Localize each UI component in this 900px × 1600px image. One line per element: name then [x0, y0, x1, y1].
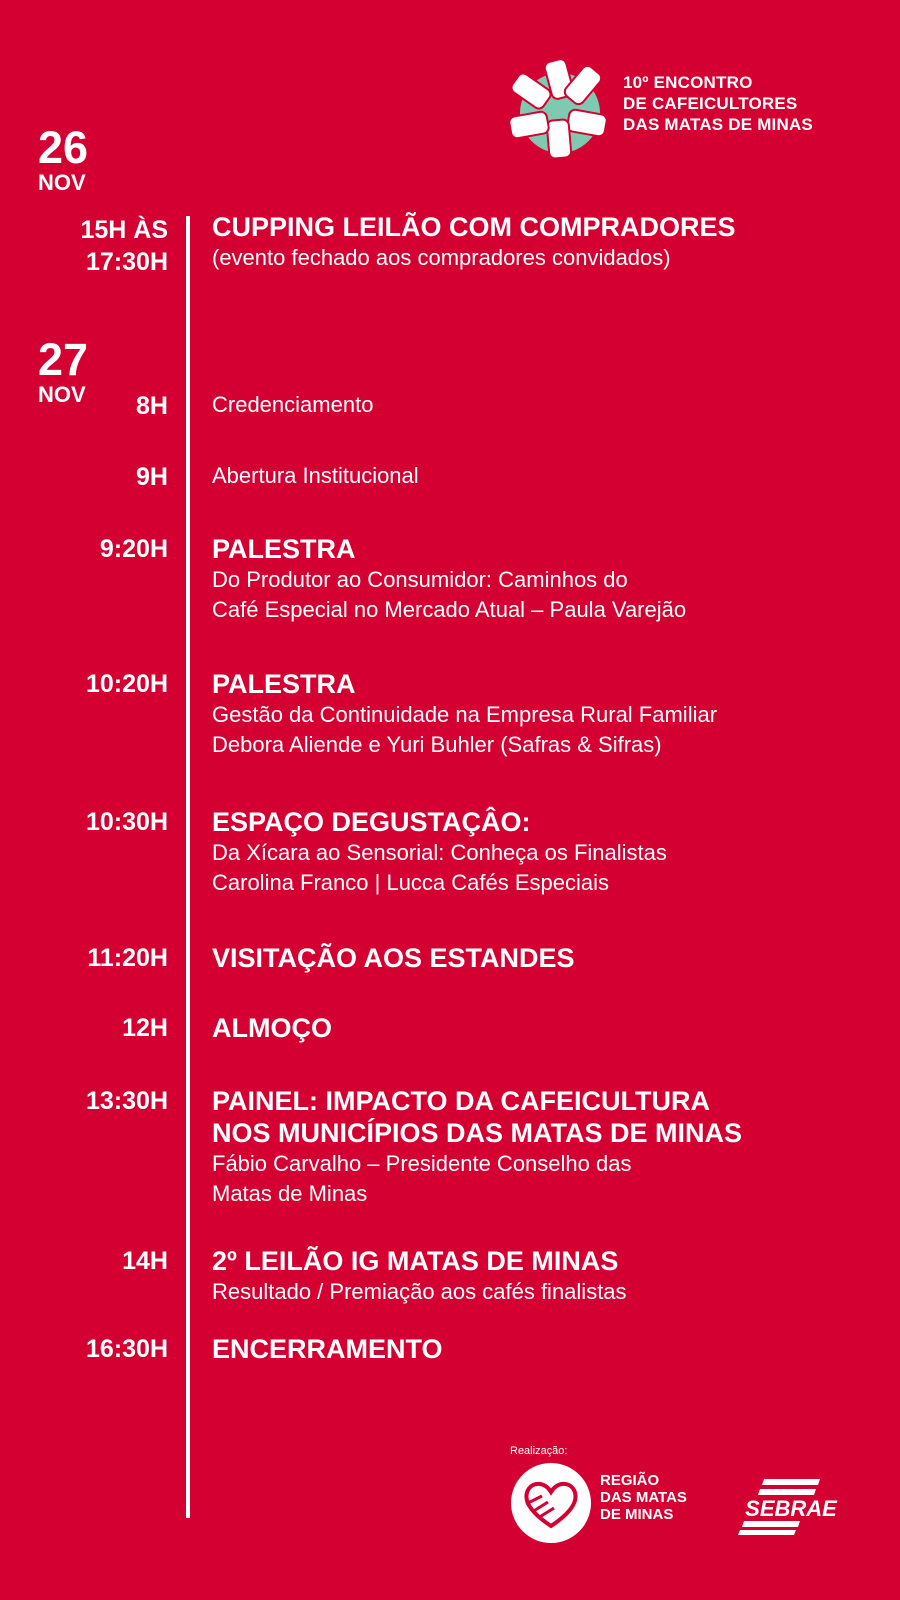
schedule-detail: Café Especial no Mercado Atual – Paula Varejão	[212, 597, 687, 622]
schedule-item-cupping	[212, 211, 862, 273]
schedule-item-abertura	[212, 461, 862, 491]
date-27-nov	[38, 334, 89, 407]
schedule-time: 16:30H	[86, 1335, 168, 1363]
schedule-detail: Do Produtor ao Consumidor: Caminhos do	[212, 567, 628, 592]
schedule-detail: Resultado / Premiação aos cafés finalistas	[212, 1279, 627, 1304]
heart-hands-logo-icon	[508, 1460, 594, 1546]
schedule-title: ESPAÇO DEGUSTAÇÂO:	[212, 807, 531, 837]
schedule-item-encerramento	[212, 1333, 862, 1365]
schedule-detail: Abertura Institucional	[212, 463, 419, 488]
schedule-time: 15H ÀS 17:30H	[80, 216, 168, 276]
schedule-time: 8H	[136, 392, 168, 420]
date-day: 27	[38, 334, 89, 385]
schedule-detail: Gestão da Continuidade na Empresa Rural Familiar	[212, 702, 718, 727]
schedule-title: CUPPING LEILÃO COM COMPRADORES	[212, 212, 736, 242]
schedule-title: VISITAÇÃO AOS ESTANDES	[212, 943, 575, 973]
schedule-item-credenciamento	[212, 390, 862, 420]
event-title-line-2: DE CAFEICULTORES	[623, 94, 798, 113]
schedule-time: 10:20H	[86, 670, 168, 698]
schedule-detail: Debora Aliende e Yuri Buhler (Safras & Sifras)	[212, 732, 662, 757]
event-title	[623, 72, 813, 135]
schedule-time: 10:30H	[86, 808, 168, 836]
schedule-detail: Fábio Carvalho – Presidente Conselho das	[212, 1151, 632, 1176]
schedule-title: PALESTRA	[212, 669, 356, 699]
schedule-item-leilao	[212, 1245, 862, 1307]
schedule-detail: Credenciamento	[212, 392, 374, 417]
schedule-time: 9:20H	[99, 535, 168, 563]
date-day: 26	[38, 122, 89, 173]
region-name: REGIÃO DAS MATAS DE MINAS	[600, 1472, 687, 1523]
schedule-detail: Carolina Franco | Lucca Cafés Especiais	[212, 870, 610, 895]
date-26-nov	[38, 122, 89, 195]
schedule-title: 2º LEILÃO IG MATAS DE MINAS	[212, 1246, 619, 1276]
sebrae-logo-icon	[734, 1475, 849, 1535]
schedule-time: 13:30H	[86, 1087, 168, 1115]
credit-label: Realização:	[510, 1445, 568, 1457]
schedule-detail: Matas de Minas	[212, 1181, 368, 1206]
schedule-title-line-2: NOS MUNICÍPIOS DAS MATAS DE MINAS	[212, 1118, 743, 1148]
schedule-time: 9H	[136, 463, 168, 491]
schedule-time: 14H	[122, 1247, 168, 1275]
region-logo	[508, 1460, 698, 1550]
sebrae-wordmark: SEBRAE	[745, 1496, 837, 1521]
schedule-time: 12H	[122, 1014, 168, 1042]
schedule-time: 11:20H	[87, 944, 168, 972]
date-month: NOV	[38, 170, 86, 195]
schedule-detail: Da Xícara ao Sensorial: Conheça os Finalistas	[212, 840, 667, 865]
schedule-title: PAINEL: IMPACTO DA CAFEICULTURA	[212, 1086, 710, 1116]
schedule-title: ENCERRAMENTO	[212, 1334, 443, 1364]
schedule-item-almoco	[212, 1012, 862, 1044]
event-logo	[510, 58, 850, 168]
schedule-item-degustacao	[212, 806, 862, 898]
schedule-item-visitacao	[212, 942, 862, 974]
schedule-item-painel	[212, 1085, 862, 1209]
schedule-detail: (evento fechado aos compradores convidados)	[212, 245, 671, 270]
schedule-title: ALMOÇO	[212, 1013, 332, 1043]
timeline-divider	[186, 216, 190, 1518]
schedule-item-palestra-2	[212, 668, 862, 760]
event-title-line-3: DAS MATAS DE MINAS	[623, 115, 813, 134]
schedule-item-palestra-1	[212, 533, 862, 625]
event-title-line-1: 10º ENCONTRO	[623, 73, 753, 92]
hands-circle-logo-icon	[510, 58, 615, 163]
date-month: NOV	[38, 382, 86, 407]
schedule-title: PALESTRA	[212, 534, 356, 564]
